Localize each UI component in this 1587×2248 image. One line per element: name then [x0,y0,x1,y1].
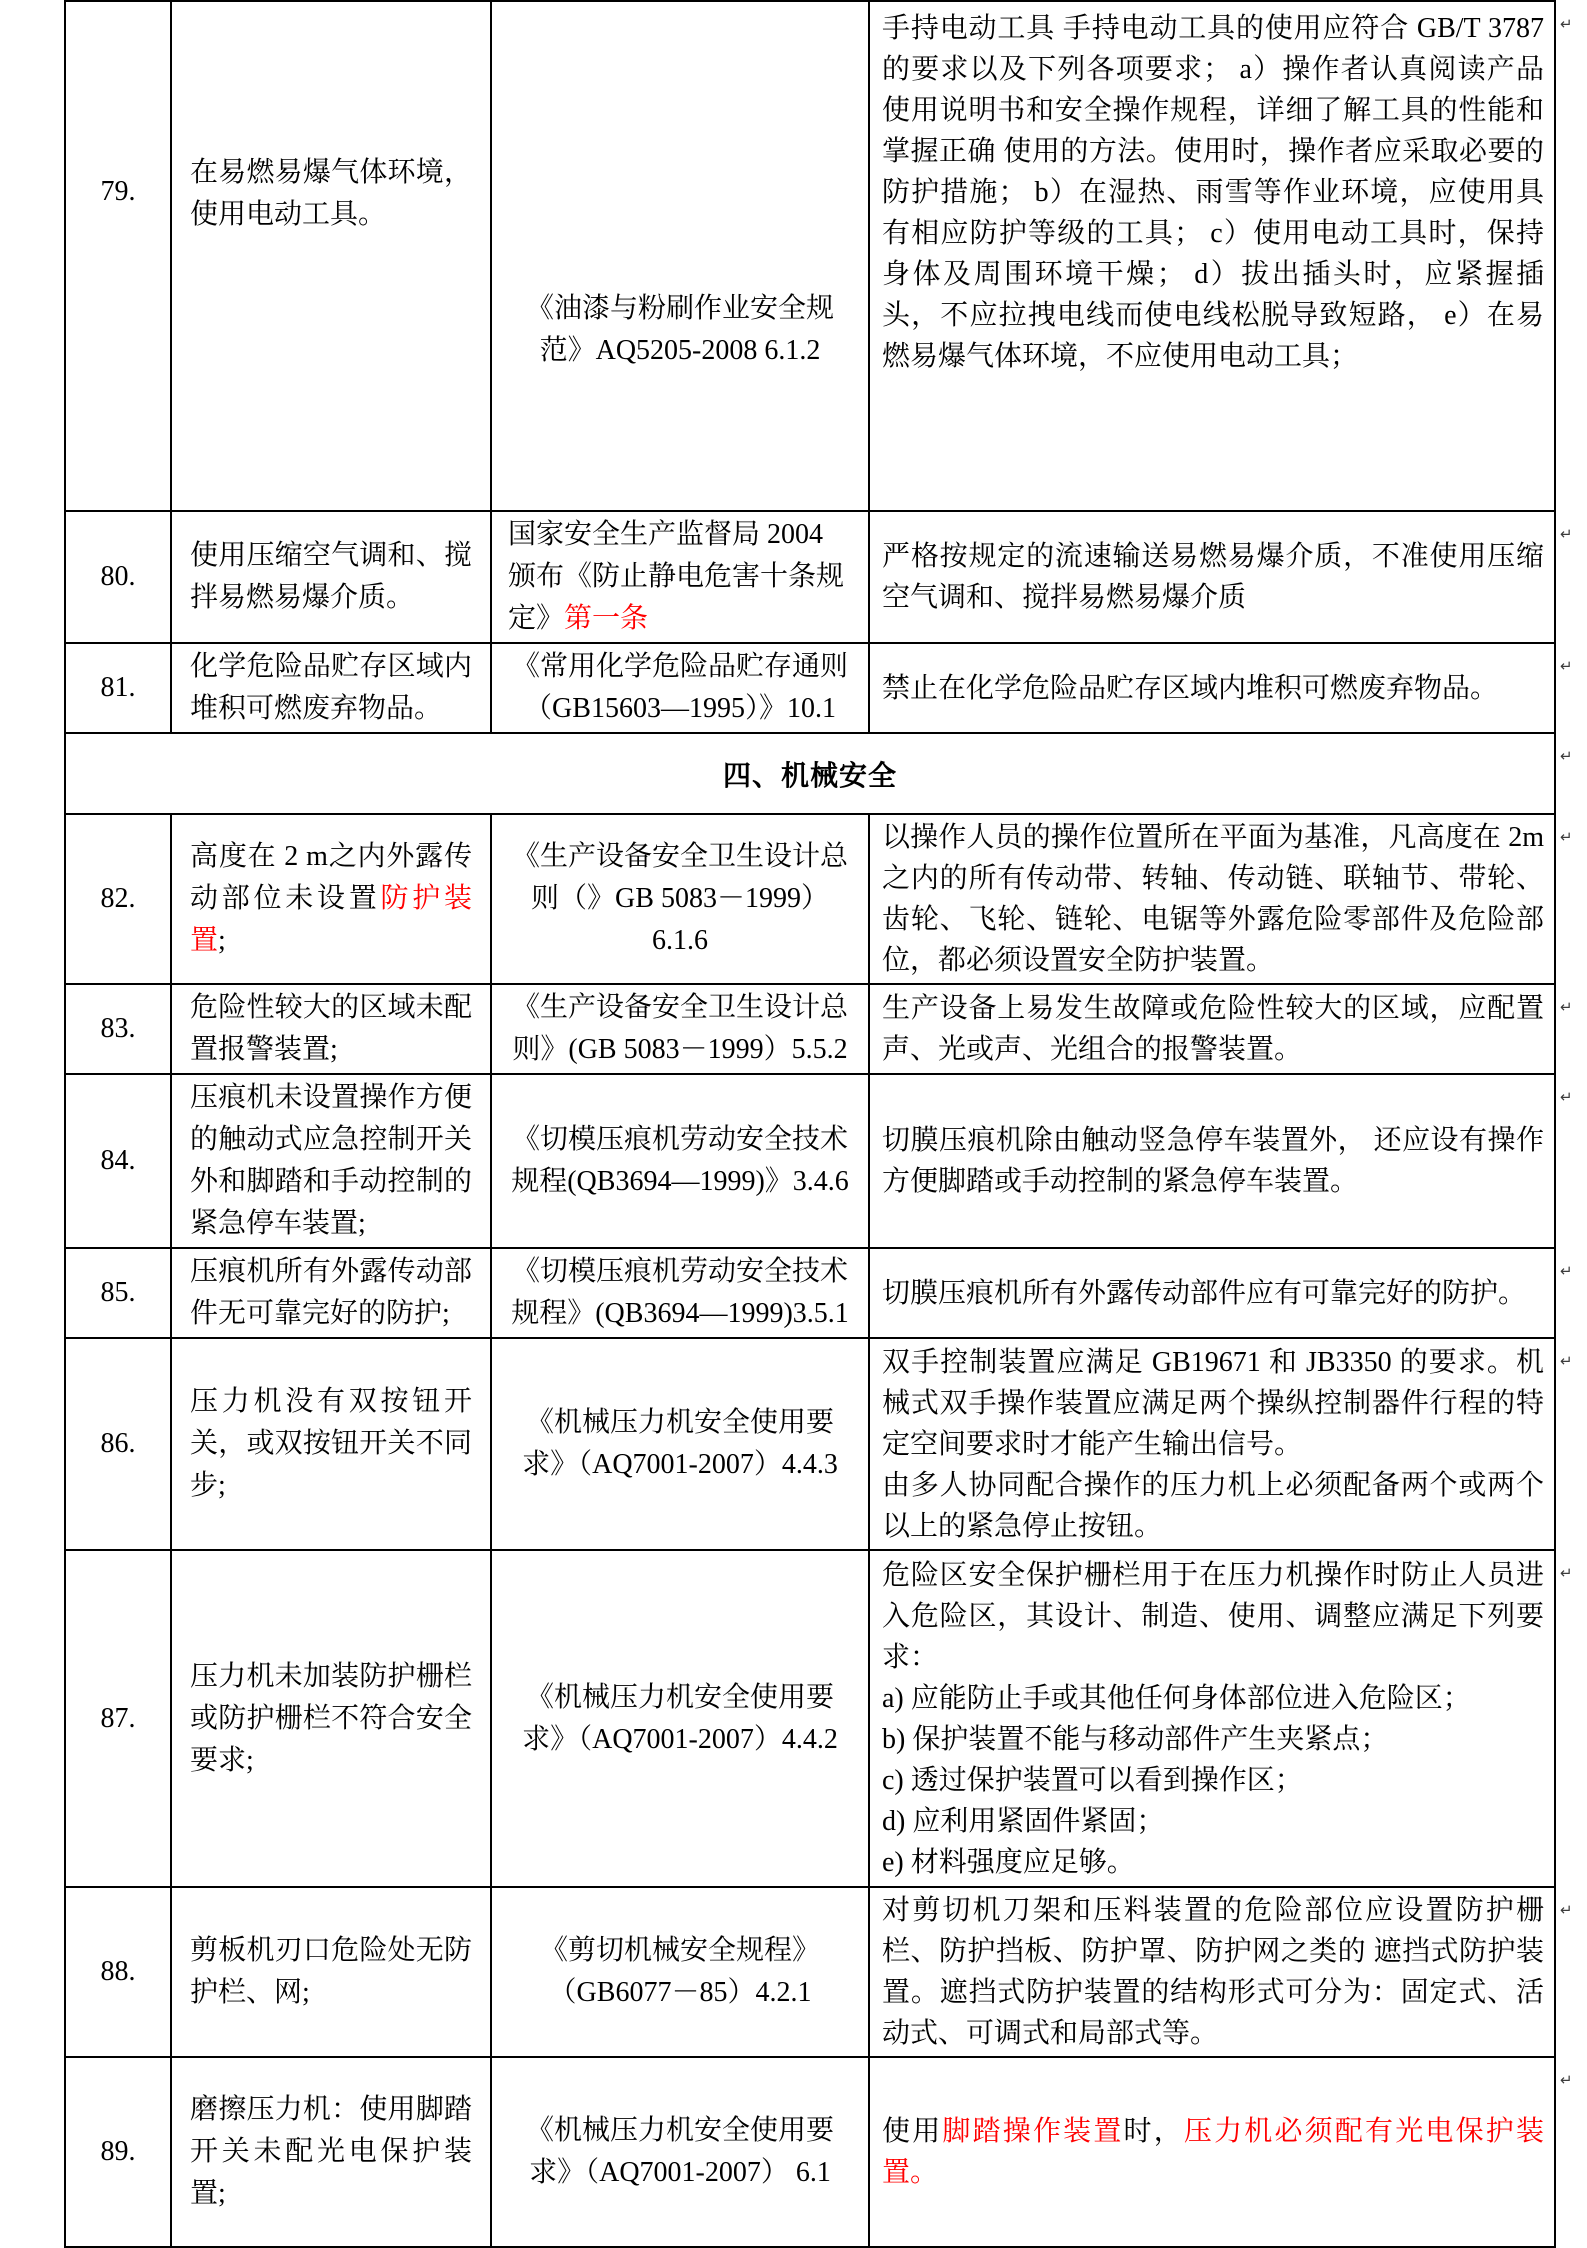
standard-cell [491,1550,869,1887]
text-run: 由多人协同配合操作的压力机上必须配备两个或两个以上的紧急停止按钮。 [882,1469,1544,1542]
text-run: 对剪切机刀架和压料装置的危险部位应设置防护栅栏、防护挡板、防护罩、防护网之类的 遮挡式防护装置。遮挡式防护装置的结构形式可分为：固定式、活动式、可调式和局部式等。 [882,1895,1544,2049]
issue-paragraph [190,1077,472,1245]
requirement-paragraph [882,668,1544,709]
standard-cell [491,2057,869,2247]
issue-paragraph [190,1381,472,1507]
standard-paragraph [506,836,854,962]
issue-paragraph [190,535,472,619]
issue-cell [171,1550,491,1887]
text-run: 以操作人员的操作位置所在平面为基准，凡高度在 2m 之内的所有传动带、转轴、传动链、联轴节、带轮、齿轮、飞轮、链轮、电锯等外露危险零部件及危险部位，都必须设置安全防护装置。 [882,822,1544,976]
text-run: 《机械压力机安全使用要求》（AQ7001-2007）4.4.3 [522,1407,838,1480]
row-number-cell: 87. [65,1550,171,1887]
requirement-paragraph [882,1342,1544,1465]
text-run: 压力机没有双按钮开关，或双按钮开关不同步; [190,1386,472,1501]
requirement-paragraph [882,1719,1544,1760]
requirement-cell [869,814,1555,984]
text-run: 《切模压痕机劳动安全技术规程》(QB3694—1999)3.5.1 [511,1256,849,1329]
paragraph-mark-icon: ↵ [1560,1088,1573,1106]
issue-paragraph [190,1251,472,1335]
table-row [65,984,1555,1074]
standard-paragraph [506,1119,854,1203]
text-run: 严格按规定的流速输送易燃易爆介质，不准使用压缩空气调和、搅拌易燃易爆介质 [882,541,1544,613]
text-run: b) 保护装置不能与移动部件产生夹紧点； [882,1723,1389,1755]
issue-paragraph [190,987,472,1071]
highlighted-text-run: 脚踏操作装置 [942,2116,1124,2147]
paragraph-mark-icon: ↵ [1560,525,1573,543]
paragraph-mark-icon: ↵ [1560,1901,1573,1919]
requirement-paragraph [882,536,1544,618]
table-row [65,643,1555,733]
text-run: 高度在 2 m之内外露传动部位未设置 [190,841,472,914]
text-run: a) 应能防止手或其他任何身体部位进入危险区； [882,1682,1471,1714]
standard-cell [491,1887,869,2057]
requirement-paragraph [882,1465,1544,1547]
text-run: 《机械压力机安全使用要求》（AQ7001-2007）4.4.2 [522,1681,838,1755]
requirement-cell [869,1338,1555,1550]
standard-cell [491,1338,869,1550]
issue-cell [171,2057,491,2247]
table-row [65,1,1555,511]
table-row [65,1074,1555,1248]
standard-paragraph [506,646,854,730]
requirement-paragraph [882,1890,1544,2054]
standard-cell [491,814,869,984]
text-run: 《油漆与粉刷作业安全规范》AQ5205-2008 6.1.2 [525,293,834,366]
requirement-paragraph [882,1842,1544,1883]
requirement-paragraph [882,1273,1544,1314]
table-row [65,1338,1555,1550]
text-run: 使用 [882,2116,943,2147]
section-title: 四、机械安全 [65,733,1555,814]
row-number-cell: 79. [65,1,171,511]
text-run: 《生产设备安全卫生设计总则（》GB 5083－1999）6.1.6 [511,841,848,956]
issue-cell [171,814,491,984]
text-run: 压力机未加装防护栅栏或防护栅栏不符合安全要求; [190,1660,472,1776]
standard-paragraph [506,288,854,372]
standard-cell [491,643,869,733]
text-run: c) 透过保护装置可以看到操作区； [882,1764,1303,1796]
requirement-paragraph [882,988,1544,1070]
issue-cell [171,1338,491,1550]
requirement-cell [869,511,1555,643]
issue-paragraph [190,152,472,236]
requirement-cell [869,1887,1555,2057]
row-number-cell: 85. [65,1248,171,1338]
issue-paragraph [190,836,472,962]
row-number-cell: 88. [65,1887,171,2057]
issue-cell [171,984,491,1074]
requirement-paragraph [882,2111,1544,2193]
text-run: ; [218,925,226,956]
row-number-cell: 82. [65,814,171,984]
text-run: 《切模压痕机劳动安全技术规程(QB3694—1999)》3.4.6 [511,1124,849,1197]
paragraph-mark-icon: ↵ [1560,1564,1573,1582]
row-number-cell: 86. [65,1338,171,1550]
issue-cell [171,1248,491,1338]
paragraph-mark-icon: ↵ [1560,657,1573,675]
text-run: e) 材料强度应足够。 [882,1846,1135,1878]
text-run: 国家安全生产监督局 2004 颁布《防止静电危害十条规定》 [508,519,845,634]
issue-cell [171,511,491,643]
standard-paragraph [506,1677,854,1761]
text-run: 《机械压力机安全使用要求》（AQ7001-2007） 6.1 [525,2115,834,2188]
issue-cell [171,643,491,733]
text-run: 切膜压痕机除由触动竖急停车装置外， 还应设有操作方便脚踏或手动控制的紧急停车装置。 [882,1125,1544,1197]
standard-paragraph [506,1402,854,1486]
requirement-cell [869,984,1555,1074]
requirement-paragraph [882,1120,1544,1202]
text-run: 《生产设备安全卫生设计总则》(GB 5083－1999）5.5.2 [511,992,848,1065]
safety-inspection-table [64,0,1556,2248]
highlighted-text-run: 第一条 [564,603,649,634]
issue-paragraph [190,646,472,730]
paragraph-mark-icon: ↵ [1560,1352,1573,1370]
requirement-cell [869,2057,1555,2247]
standard-cell [491,1074,869,1248]
text-run: 手持电动工具 手持电动工具的使用应符合 GB/T 3787 的要求以及下列各项要求； a）操作者认真阅读产品使用说明书和安全操作规程，详细了解工具的性能和掌握正确 使用的方法。使用时，操作者应采取必要的防护措施； b）在湿热、雨雪等作业环境，应使用具有相应防护等级的工具； c）使用电动工具时，保持身体及周围环境干燥； d）拔出插头时，应紧握插头，不应拉拽电线而使电线松脱导致短路， e）在易燃易爆气体环境，不应使用电动工具； [882,13,1544,372]
paragraph-mark-icon: ↵ [1560,2071,1573,2089]
table-row [65,1887,1555,2057]
row-number-cell: 81. [65,643,171,733]
text-run: 磨擦压力机：使用脚踏开关未配光电保护装置; [190,2094,472,2209]
text-run: 《常用化学危险品贮存通则（GB15603—1995）》10.1 [511,651,848,724]
table-row [65,814,1555,984]
section-header-row [65,733,1555,814]
issue-cell [171,1887,491,2057]
highlighted-text-run: 防护装置 [190,883,472,956]
requirement-cell [869,1074,1555,1248]
standard-cell [491,1248,869,1338]
text-run: 切膜压痕机所有外露传动部件应有可靠完好的防护。 [882,1277,1527,1309]
requirement-paragraph [882,8,1544,377]
requirement-cell [869,1,1555,511]
issue-paragraph [190,1656,472,1782]
paragraph-mark-icon: ↵ [1560,1262,1573,1280]
paragraph-mark-icon: ↵ [1560,828,1573,846]
row-number-cell: 80. [65,511,171,643]
table-row [65,1248,1555,1338]
text-run: 危险区安全保护栅栏用于在压力机操作时防止人员进入危险区，其设计、制造、使用、调整应满足下列要求： [882,1559,1544,1673]
issue-paragraph [190,2089,472,2215]
text-run: 剪板机刃口危险处无防护栏、网; [190,1935,472,2008]
table-row [65,511,1555,643]
text-run: 使用压缩空气调和、搅拌易燃易爆介质。 [190,540,472,613]
highlighted-text-run: 压力机必须配有光电保护装置。 [882,2116,1544,2188]
text-run: 危险性较大的区域未配置报警装置; [190,992,472,1065]
standard-paragraph [508,514,854,640]
standard-paragraph [506,1930,854,2014]
standard-paragraph [506,2110,854,2194]
standard-cell [491,1,869,511]
text-run: 禁止在化学危险品贮存区域内堆积可燃废弃物品。 [882,672,1499,704]
text-run: 压痕机所有外露传动部件无可靠完好的防护; [190,1256,472,1329]
requirement-cell [869,1550,1555,1887]
requirement-paragraph [882,1760,1544,1801]
standard-paragraph [506,1251,854,1335]
paragraph-mark-icon: ↵ [1560,747,1573,765]
paragraph-mark-icon: ↵ [1560,998,1573,1016]
requirement-cell [869,643,1555,733]
requirement-paragraph [882,1555,1544,1678]
table-row [65,1550,1555,1887]
text-run: 双手控制装置应满足 GB19671 和 JB3350 的要求。机械式双手操作装置应满足两个操纵控制器件行程的特定空间要求时才能产生输出信号。 [882,1346,1544,1460]
paragraph-mark-icon: ↵ [1560,15,1573,33]
row-number-cell: 83. [65,984,171,1074]
issue-cell [171,1074,491,1248]
standard-cell [491,984,869,1074]
requirement-paragraph [882,817,1544,981]
issue-paragraph [190,1930,472,2014]
text-run: 化学危险品贮存区域内堆积可燃废弃物品。 [190,651,472,724]
issue-cell [171,1,491,511]
requirement-paragraph [882,1678,1544,1719]
standard-cell [491,511,869,643]
table-row [65,2057,1555,2247]
text-run: 压痕机未设置操作方便的触动式应急控制开关外和脚踏和手动控制的紧急停车装置; [190,1082,472,1239]
safety-table-body [65,1,1555,2247]
text-run: 《剪切机械安全规程》（GB6077－85）4.2.1 [539,1935,820,2008]
row-number-cell: 89. [65,2057,171,2247]
requirement-cell [869,1248,1555,1338]
requirement-paragraph [882,1801,1544,1842]
text-run: d) 应利用紧固件紧固； [882,1805,1165,1837]
standard-paragraph [506,987,854,1071]
text-run: 在易燃易爆气体环境，使用电动工具。 [190,157,472,230]
text-run: 生产设备上易发生故障或危险性较大的区域，应配置声、光或声、光组合的报警装置。 [882,993,1544,1065]
row-number-cell: 84. [65,1074,171,1248]
text-run: 时， [1123,2116,1184,2147]
